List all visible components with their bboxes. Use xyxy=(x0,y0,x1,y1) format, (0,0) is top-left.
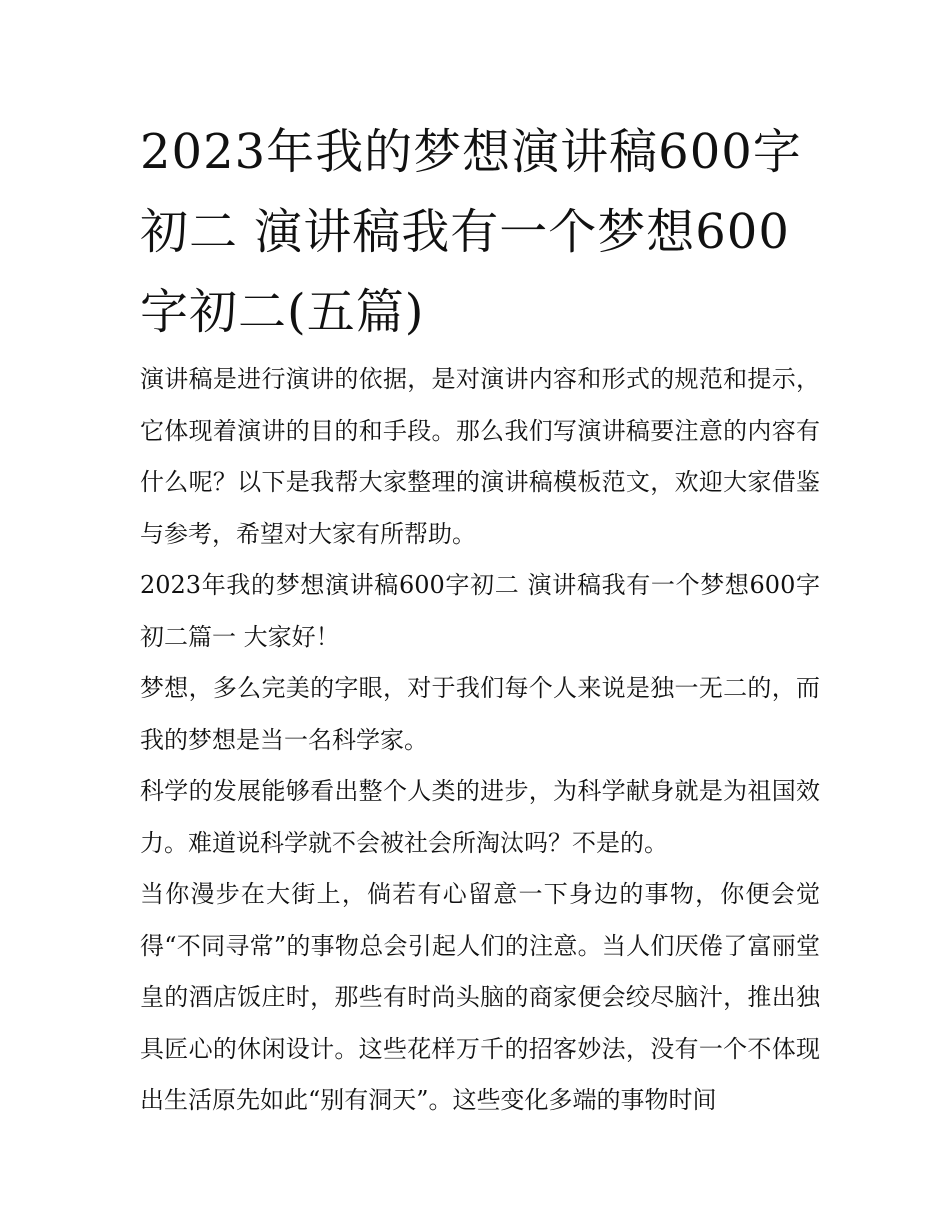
paragraph: 梦想，多么完美的字眼，对于我们每个人来说是独一无二的，而我的梦想是当一名科学家。 xyxy=(140,674,820,754)
paragraph-intro: 演讲稿是进行演讲的依据，是对演讲内容和形式的规范和提示，它体现着演讲的目的和手段。那么我们写演讲稿要注意的内容有什么呢？以下是我帮大家整理的演讲稿模板范文，欢迎大家借鉴与参考，希望对大家有所帮助。 xyxy=(140,365,820,548)
document-title: 2023年我的梦想演讲稿600字初二 演讲稿我有一个梦想600字初二(五篇) xyxy=(140,124,802,340)
paragraph: 当你漫步在大街上，倘若有心留意一下身边的事物，你便会觉得“不同寻常”的事物总会引起人们的注意。当人们厌倦了富丽堂皇的酒店饭庄时，那些有时尚头脑的商家便会绞尽脑汁，推出独具匠心的休闲设计。这些花样万千的招客妙法，没有一个不体现出生活原先如此“别有洞天”。这些变化多端的事物时间 xyxy=(140,880,820,1114)
paragraph: 科学的发展能够看出整个人类的进步，为科学献身就是为祖国效力。难道说科学就不会被社会所淘汰吗？不是的。 xyxy=(140,777,820,857)
document-body xyxy=(140,354,820,1127)
paragraph-heading: 2023年我的梦想演讲稿600字初二 演讲稿我有一个梦想600字初二篇一 大家好！ xyxy=(140,571,820,651)
